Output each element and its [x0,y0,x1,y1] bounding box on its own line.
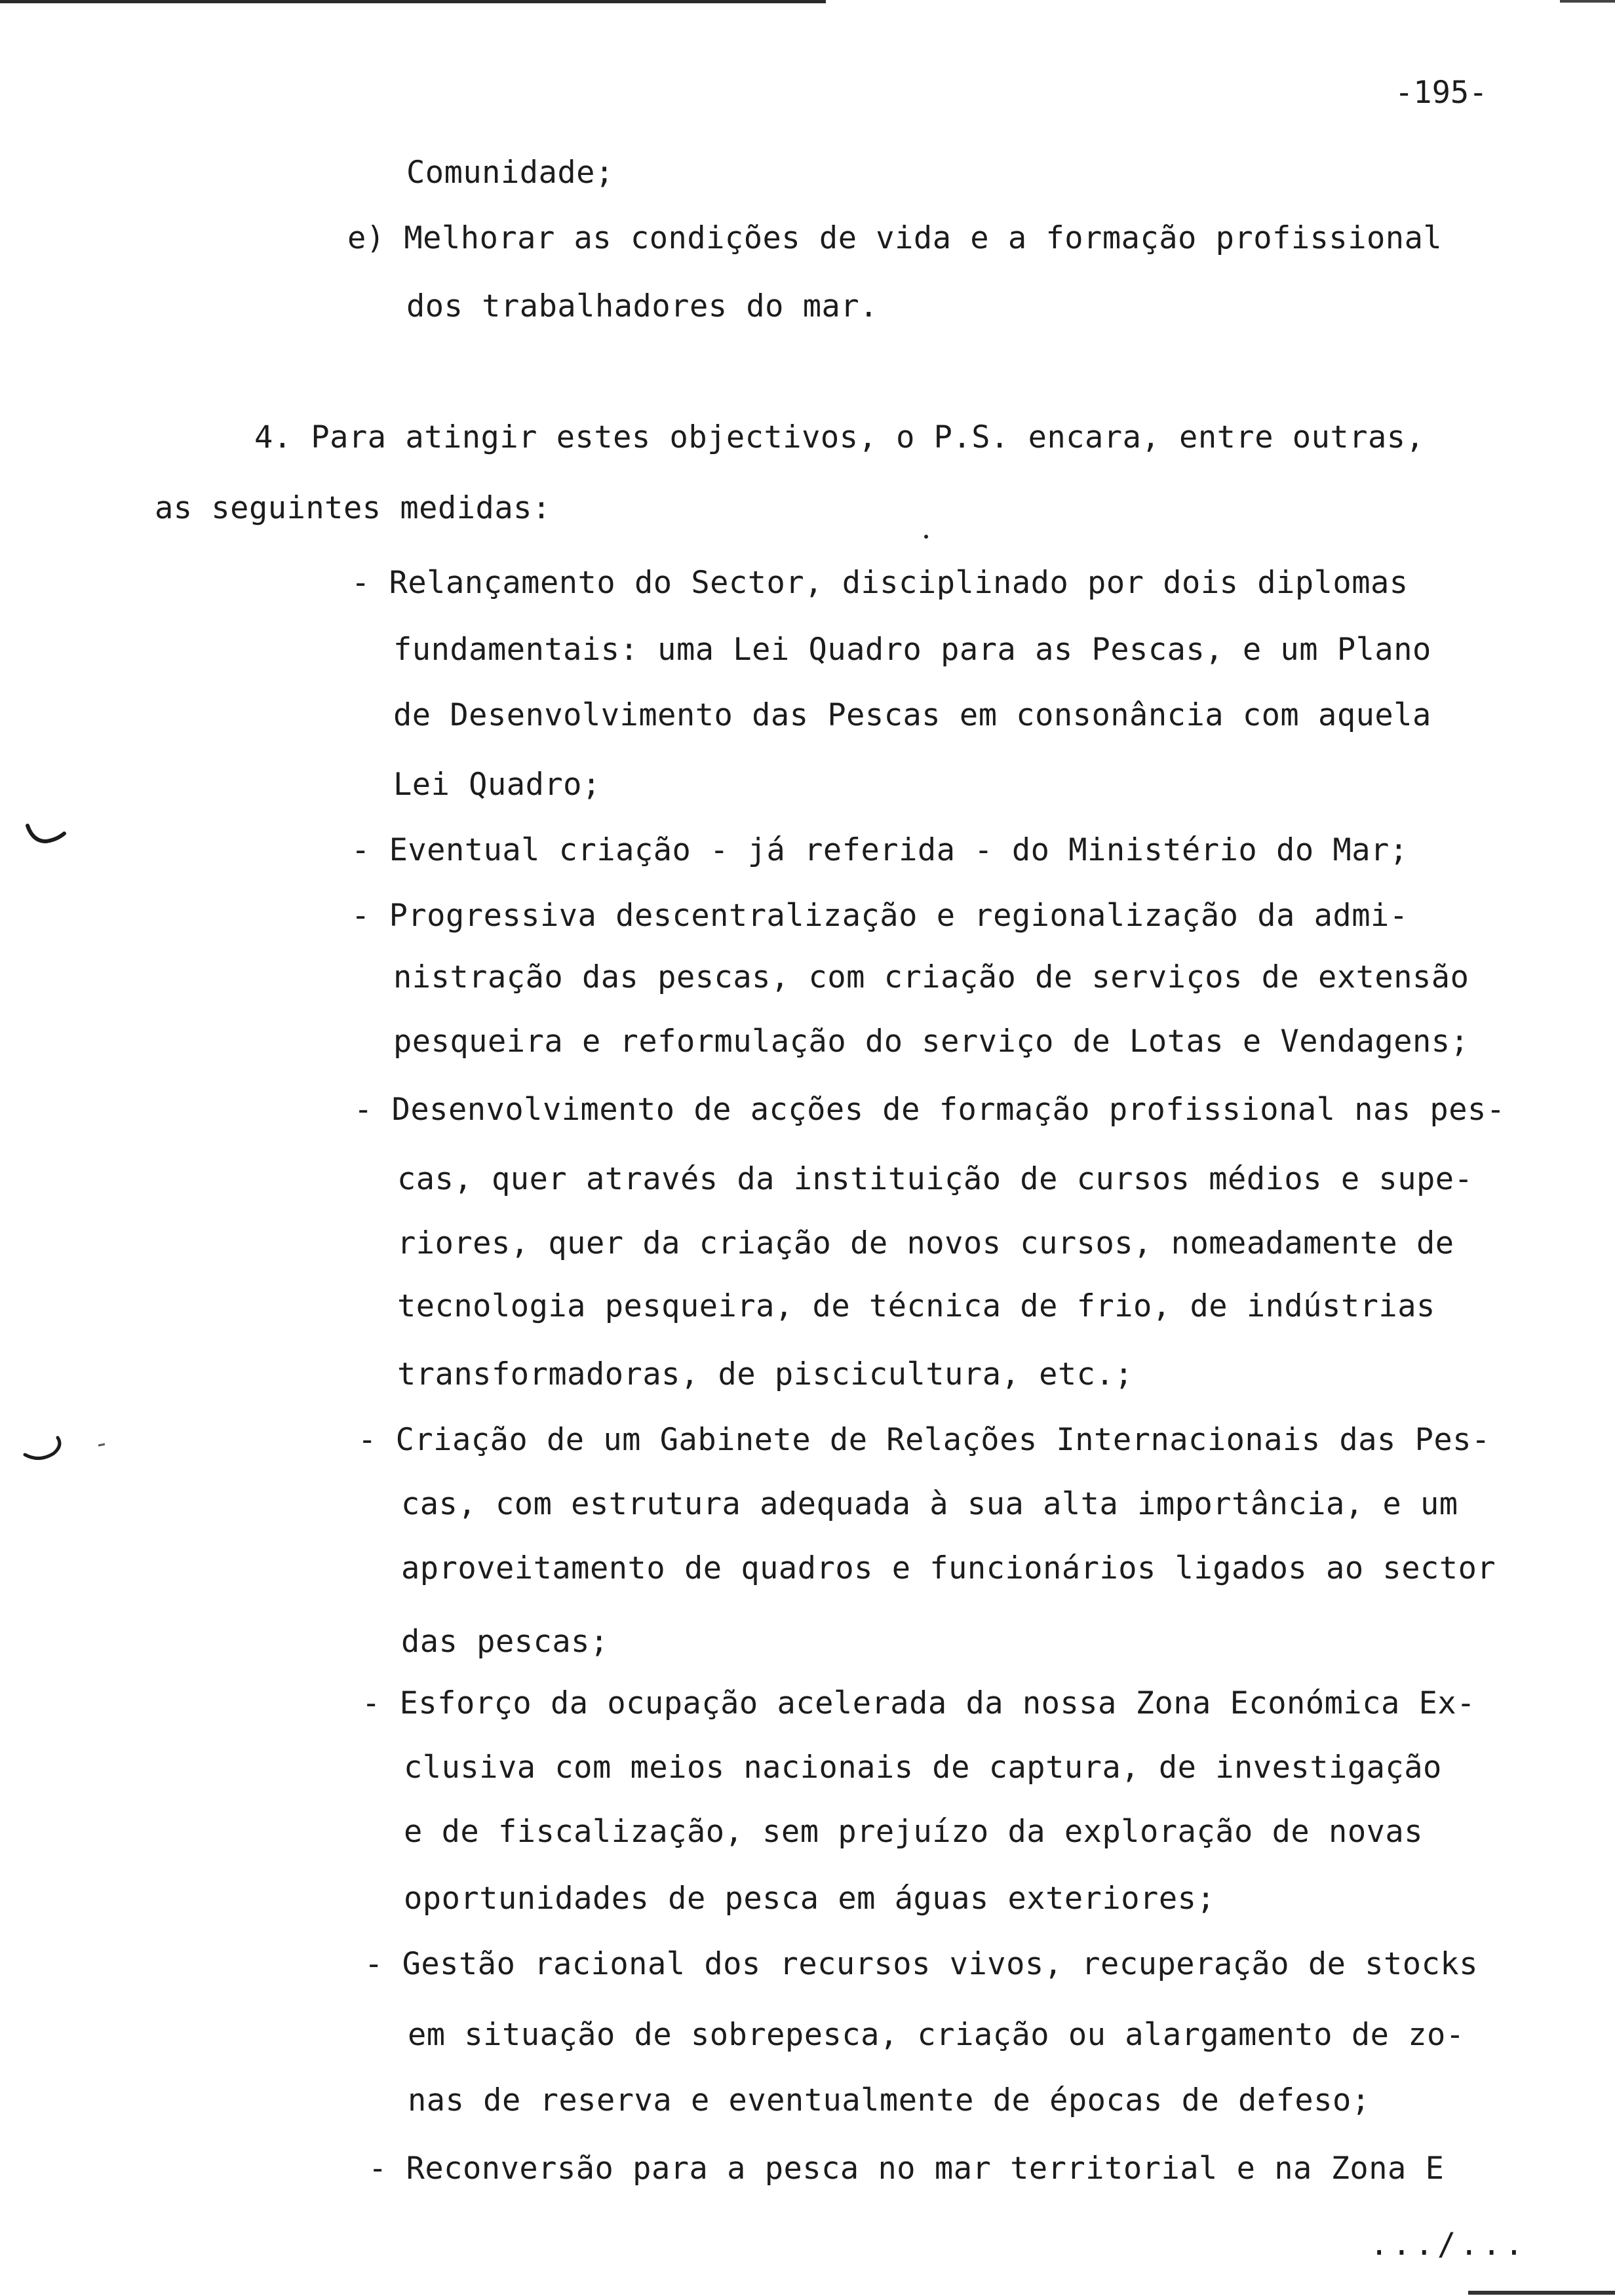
text-line: clusiva com meios nacionais de captura, de investigação [404,1750,1442,1786]
text-line: cas, com estrutura adequada à sua alta importância, e um [401,1486,1458,1522]
text-line: Comunidade; [406,155,614,191]
text-line: dos trabalhadores do mar. [406,288,878,324]
text-line: - Reconversão para a pesca no mar territorial e na Zona E [368,2151,1445,2187]
top-edge-mark [1560,0,1615,3]
text-line: das pescas; [401,1624,609,1660]
text-line: nistração das pescas, com criação de serviços de extensão [393,959,1469,995]
text-line: pesqueira e reformulação do serviço de Lotas e Vendagens; [393,1024,1469,1060]
text-line: - Criação de um Gabinete de Relações Internacionais das Pes- [358,1422,1490,1458]
text-line: e de fiscalização, sem prejuízo da exploração de novas [404,1814,1424,1850]
text-line: fundamentais: uma Lei Quadro para as Pescas, e um Plano [393,632,1431,668]
text-line: riores, quer da criação de novos cursos, nomeadamente de [397,1225,1454,1261]
text-line: - Esforço da ocupação acelerada da nossa Zona Económica Ex- [362,1685,1475,1721]
text-line: de Desenvolvimento das Pescas em consonância com aquela [393,697,1431,733]
top-edge-line [0,0,826,3]
text-line: e) Melhorar as condições de vida e a formação profissional [347,220,1443,256]
bottom-edge-mark [1468,2291,1615,2295]
margin-hole-mark [20,1428,105,1468]
text-line: as seguintes medidas: [155,490,551,526]
text-line: - Progressiva descentralização e regionalização da admi- [351,898,1409,934]
margin-hook-mark [24,822,69,851]
text-line: em situação de sobrepesca, criação ou alargamento de zo- [408,2017,1465,2053]
text-line: - Relançamento do Sector, disciplinado por dois diplomas [351,565,1409,601]
text-line: nas de reserva e eventualmente de épocas de defeso; [408,2082,1371,2118]
text-line: Lei Quadro; [393,767,601,803]
speck-mark [923,533,929,540]
text-line: - Gestão racional dos recursos vivos, recuperação de stocks [364,1946,1478,1982]
text-line: tecnologia pesqueira, de técnica de frio, de indústrias [397,1288,1435,1324]
continuation-mark: .../... [1370,2227,1528,2263]
text-line: - Desenvolvimento de acções de formação profissional nas pes- [354,1092,1506,1128]
text-line: - Eventual criação - já referida - do Ministério do Mar; [351,832,1409,868]
text-line: transformadoras, de piscicultura, etc.; [397,1356,1134,1392]
text-line: oportunidades de pesca em águas exteriores; [404,1881,1216,1917]
text-line: aproveitamento de quadros e funcionários ligados ao sector [401,1550,1496,1586]
page-number: -195- [1395,75,1488,111]
text-line: cas, quer através da instituição de cursos médios e supe- [397,1161,1473,1197]
text-line: 4. Para atingir estes objectivos, o P.S. encara, entre outras, [254,419,1425,455]
